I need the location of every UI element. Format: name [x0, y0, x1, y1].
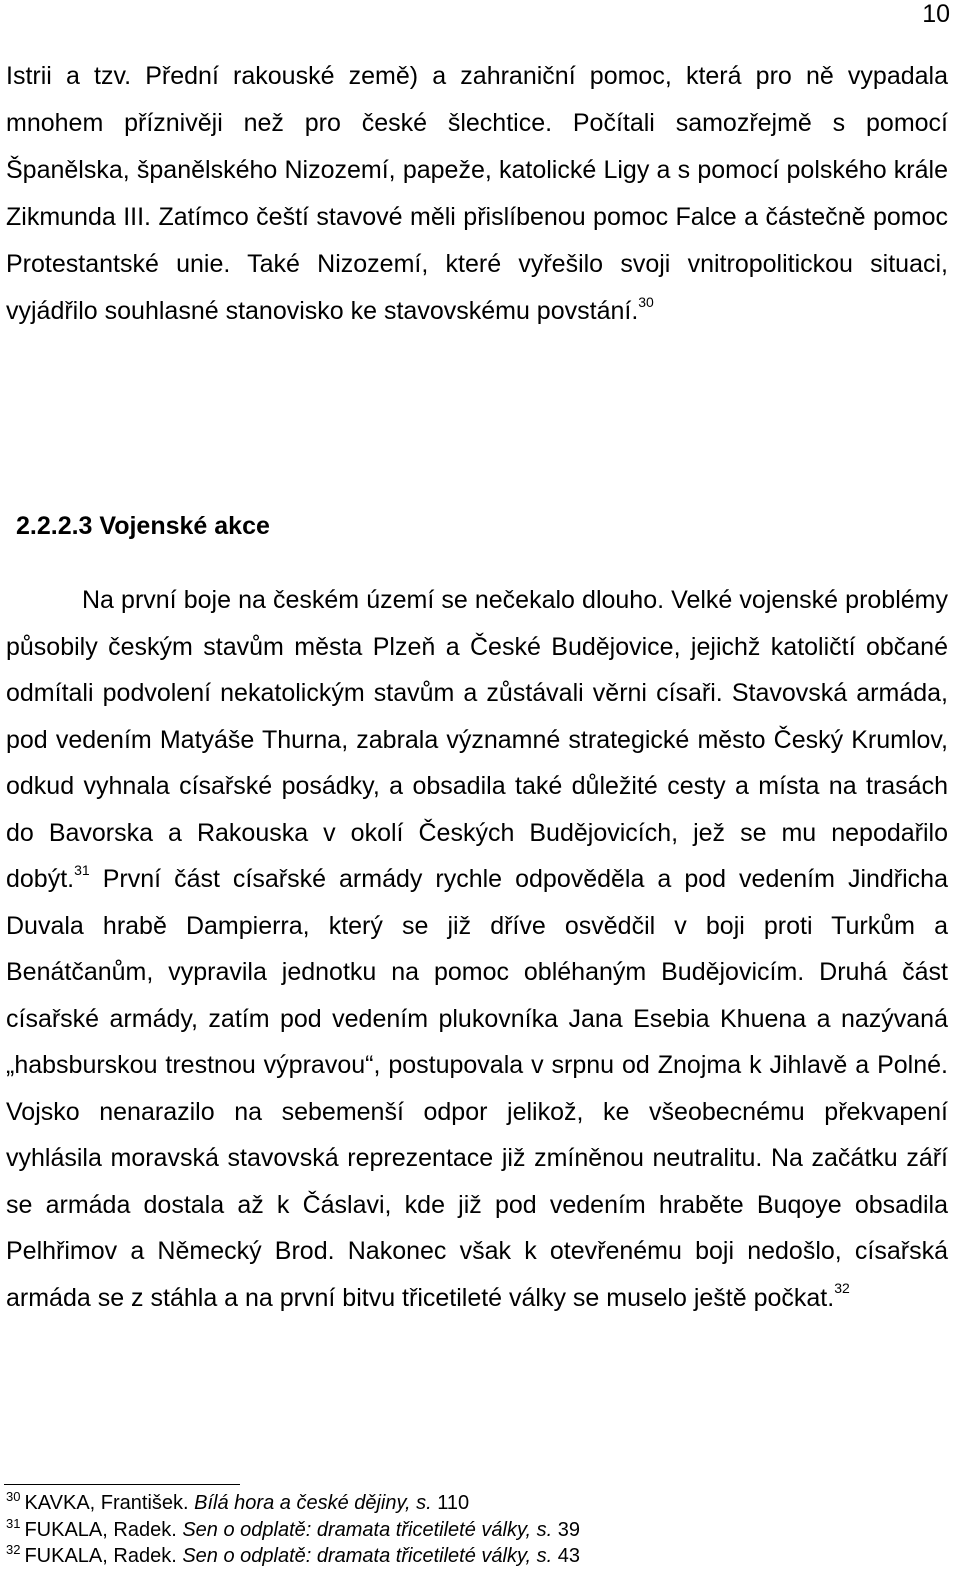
footnote-page: 43: [552, 1545, 580, 1567]
footnote-author: FUKALA, Radek.: [24, 1518, 183, 1541]
footnote-separator: [4, 1484, 240, 1485]
footnote-32: [6, 1543, 580, 1570]
footnote-title: Bílá hora a české dějiny, s.: [194, 1492, 432, 1514]
footnote-author: FUKALA, Radek.: [24, 1545, 183, 1567]
paragraph-military-part1: Na první boje na českém území se nečekalo dlouho. Velké vojenské problémy působily českým stavům města Plzeň a České Budějovice, jejichž katoličtí občané odmítali podvolení nekatolickým stavům a zůstávali věrni císaři. Stavovská armáda, pod vedením Matyáše Thurna, zabrala významné strategické město Český Krumlov, odkud vyhnala císařské posádky, a obsadila také důležité cesty a místa na trasách do Bavorska a Rakouska v okolí Českých Budějovicích, jež se mu nepodařilo dobýt.: [6, 586, 948, 893]
page-number: 10: [922, 0, 950, 28]
footnote-title: Sen o odplatě: dramata třicetileté války, s.: [182, 1518, 553, 1541]
footnote-ref-32[interactable]: 32: [834, 1280, 850, 1297]
footnote-author: KAVKA, František.: [24, 1492, 195, 1514]
footnote-title: Sen o odplatě: dramata třicetileté války, s.: [182, 1545, 553, 1567]
footnote-page: 110: [431, 1492, 470, 1514]
footnote-ref-30[interactable]: 30: [638, 293, 654, 310]
paragraph-military-part2: První část císařské armády rychle odpověděla a pod vedením Jindřicha Duvala hrabě Dampierra, který se již dříve osvědčil v boji proti Turkům a Benátčanům, vypravila jednotku na pomoc obléhaným Budějovicím. Druhá část císařské armády, zatím pod vedením plukovníka Jana Esebia Khuena a nazývaná „habsburskou trestnou výpravou“, postupovala v srpnu od Znojma k Jihlavě a Polné. Vojsko nenarazilo na sebemenší odpor jelikož, ke všeobecnému překvapení vyhlásila moravská stavovská reprezentace již zmíněnou neutralitu. Na začátku září se armáda dostala až k Čáslavi, kde již pod vedením hraběte Buqoye obsadila Pelhřimov a Německý Brod. Nakonec však k otevřenému boji nedošlo, císařská armáda se z stáhla a na první bitvu třicetileté války se muselo ještě počkat.: [6, 865, 948, 1312]
footnotes: [6, 1490, 580, 1570]
footnote-number: 32: [6, 1542, 21, 1558]
footnote-30: [6, 1490, 580, 1517]
footnote-number: 30: [6, 1489, 21, 1505]
paragraph-military: [6, 577, 948, 1321]
footnote-page: 39: [552, 1518, 580, 1541]
footnote-number: 31: [6, 1515, 21, 1531]
footnote-31: [6, 1517, 580, 1544]
footnote-ref-31[interactable]: 31: [74, 861, 90, 878]
paragraph-intro-text: Istrii a tzv. Přední rakouské země) a zahraniční pomoc, která pro ně vypadala mnohem příznivěji než pro české šlechtice. Počítali samozřejmě s pomocí Španělska, španělského Nizozemí, papeže, katolické Ligy a s pomocí polského krále Zikmunda III. Zatímco čeští stavové měli přislíbenou pomoc Falce a částečně pomoc Protestantské unie. Také Nizozemí, které vyřešilo svoji vnitropolitickou situaci, vyjádřilo souhlasné stanovisko ke stavovskému povstání.: [6, 62, 948, 325]
section-heading: 2.2.2.3 Vojenské akce: [16, 512, 270, 540]
paragraph-intro: [6, 53, 948, 335]
